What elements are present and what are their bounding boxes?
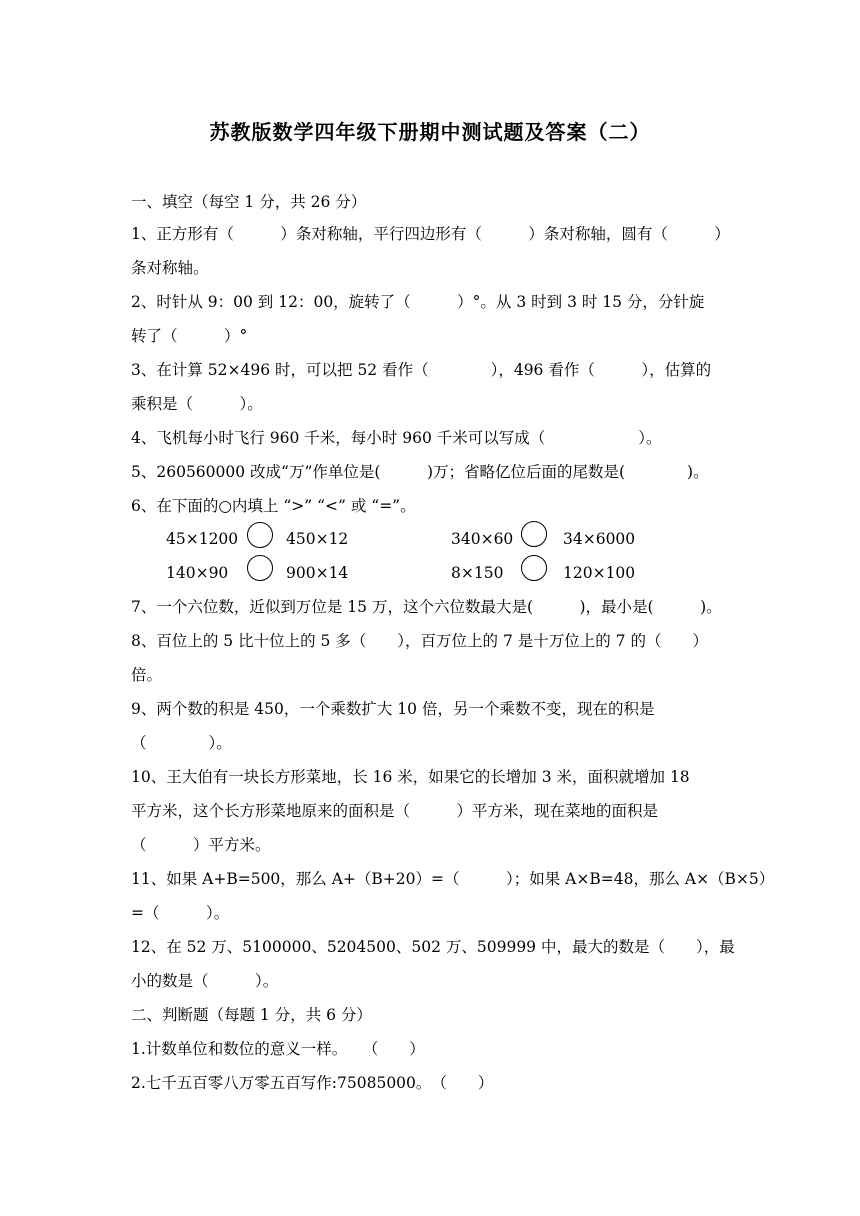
question-11-line-1: 11、如果 A+B=500，那么 A+（B+20）=（ ）；如果 A×B=48，那么 A×（B×5） <box>131 870 775 888</box>
question-7: 7、一个六位数，近似到万位是 15 万，这个六位数最大是( )，最小是( )。 <box>131 598 722 616</box>
section-2-heading: 二、判断题（每题 1 分，共 6 分） <box>131 1006 372 1024</box>
compare-right-expr: 900×14 <box>286 564 349 582</box>
compare-right-expr: 34×6000 <box>563 530 636 548</box>
question-12-line-1: 12、在 52 万、5100000、5204500、502 万、509999 中，最大的数是（ ），最 <box>131 938 735 956</box>
question-3-line-1: 3、在计算 52×496 时，可以把 52 看作（ ），496 看作（ ），估算的 <box>131 361 712 379</box>
compare-right-expr: 450×12 <box>286 530 349 548</box>
compare-left-expr: 340×60 <box>451 530 514 548</box>
question-8-line-2: 倍。 <box>131 666 163 684</box>
compare-right-expr: 120×100 <box>563 564 636 582</box>
question-9-line-2: （ ）。 <box>131 734 232 752</box>
question-10-line-2: 平方米，这个长方形菜地原来的面积是（ ）平方米，现在菜地的面积是 <box>131 802 659 820</box>
question-4: 4、飞机每小时飞行 960 千米，每小时 960 千米可以写成（ ）。 <box>131 429 662 447</box>
question-6: 6、在下面的○内填上 “>” “<” 或 “=”。 <box>131 497 416 515</box>
answer-circle[interactable] <box>521 521 547 547</box>
question-9-line-1: 9、两个数的积是 450，一个乘数扩大 10 倍，另一个乘数不变，现在的积是 <box>131 700 655 718</box>
question-12-line-2: 小的数是（ ）。 <box>131 972 279 990</box>
question-8-line-1: 8、百位上的 5 比十位上的 5 多（ ），百万位上的 7 是十万位上的 7 的（ ） <box>131 632 708 650</box>
question-2-line-1: 2、时针从 9：00 到 12：00，旋转了（ ）°。从 3 时到 3 时 15 分，分针旋 <box>131 293 705 311</box>
judgement-1: 1.计数单位和数位的意义一样。 （ ） <box>131 1040 425 1058</box>
question-3-line-2: 乘积是（ ）。 <box>131 395 263 413</box>
question-1-line-2: 条对称轴。 <box>131 259 209 277</box>
compare-left-expr: 45×1200 <box>166 530 239 548</box>
section-1-heading: 一、填空（每空 1 分，共 26 分） <box>131 193 367 211</box>
question-10-line-1: 10、王大伯有一块长方形菜地，长 16 米，如果它的长增加 3 米，面积就增加 18 <box>131 768 690 786</box>
answer-circle[interactable] <box>521 555 547 581</box>
compare-left-expr: 140×90 <box>166 564 229 582</box>
page-title: 苏教版数学四年级下册期中测试题及答案（二） <box>209 120 651 144</box>
answer-circle[interactable] <box>247 555 273 581</box>
question-2-line-2: 转了（ ）° <box>131 327 248 345</box>
question-11-line-2: =（ ）。 <box>131 904 230 922</box>
answer-circle[interactable] <box>247 522 273 548</box>
compare-left-expr: 8×150 <box>451 564 504 582</box>
judgement-2: 2.七千五百零八万零五百写作:75085000。 （ ） <box>131 1074 494 1092</box>
question-10-line-3: （ ）平方米。 <box>131 836 271 854</box>
question-5: 5、260560000 改成“万”作单位是( )万；省略亿位后面的尾数是( )。 <box>131 463 709 481</box>
question-1-line-1: 1、正方形有（ ）条对称轴，平行四边形有（ ）条对称轴，圆有（ ） <box>131 225 730 243</box>
